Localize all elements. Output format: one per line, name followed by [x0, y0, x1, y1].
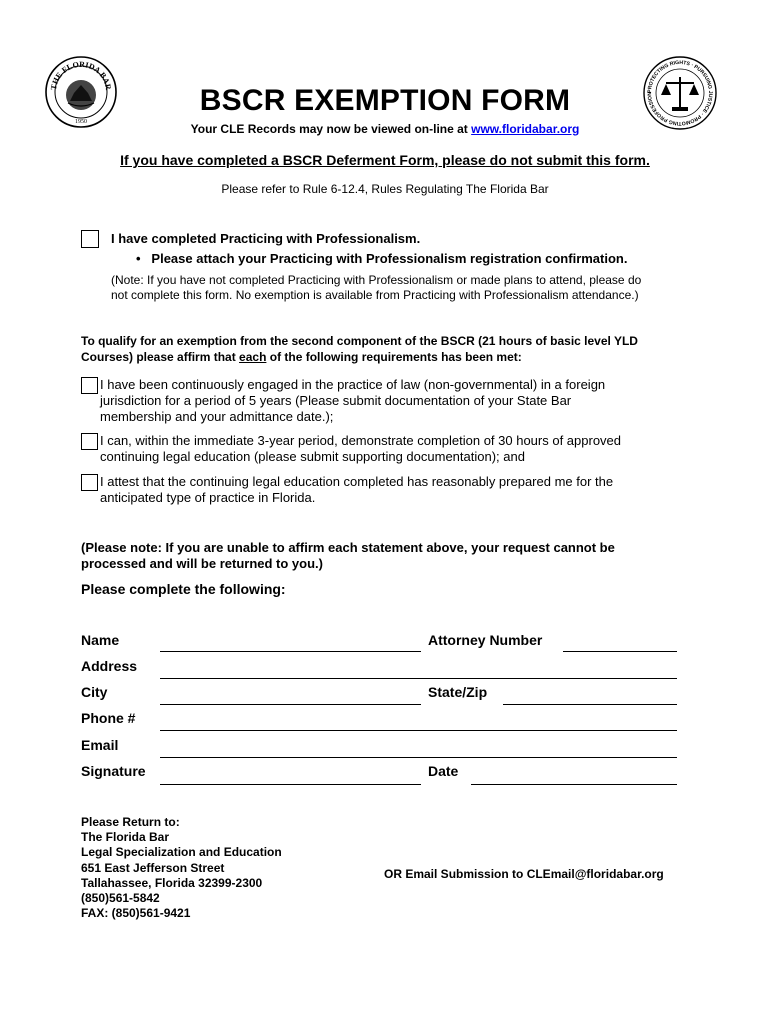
state-zip-label: State/Zip: [428, 684, 488, 700]
return-line: (850)561-5842: [81, 891, 160, 906]
email-label: Email: [81, 737, 119, 753]
deferment-warning: If you have completed a BSCR Deferment Form, please do not submit this form.: [120, 152, 650, 168]
qualify-text: of the following requirements has been met:: [266, 350, 522, 364]
note-line: (Note: If you have not completed Practicing with Professionalism or made plans to attend, please do: [111, 273, 642, 287]
requirement-checkbox-1[interactable]: [81, 377, 98, 394]
requirement-line: continuing legal education (please submit supporting documentation); and: [100, 449, 525, 464]
online-records-text: Your CLE Records may now be viewed on-line at: [190, 122, 472, 136]
attorney-number-input-line[interactable]: [563, 651, 677, 652]
phone-input-line[interactable]: [160, 730, 677, 731]
requirement-3: [100, 474, 613, 506]
professionalism-checkbox[interactable]: [81, 230, 99, 248]
rule-reference: Please refer to Rule 6-12.4, Rules Regulating The Florida Bar: [221, 182, 549, 196]
return-line: FAX: (850)561-9421: [81, 906, 191, 921]
professionalism-bullet: [136, 251, 627, 266]
requirement-line: jurisdiction for a period of 5 years (Please submit documentation of your State Bar: [100, 393, 572, 408]
please-note-line: (Please note: If you are unable to affirm each statement above, your request cannot be: [81, 540, 615, 555]
professionalism-label: I have completed Practicing with Professionalism.: [111, 231, 421, 246]
email-input-line[interactable]: [160, 757, 677, 758]
state-zip-input-line[interactable]: [503, 704, 677, 705]
email-submission-option: OR Email Submission to CLEmail@floridabar.org: [384, 867, 664, 881]
professionalism-note: [111, 273, 641, 303]
qualify-line: To qualify for an exemption from the second component of the BSCR (21 hours of basic level YLD: [81, 334, 638, 348]
address-label: Address: [81, 658, 138, 674]
please-note: [81, 540, 615, 572]
return-line: Please Return to:: [81, 815, 180, 829]
requirement-line: membership and your admittance date.);: [100, 409, 334, 424]
return-line: The Florida Bar: [81, 830, 170, 845]
svg-text:THE FLORIDA BAR: THE FLORIDA BAR: [49, 59, 113, 91]
signature-input-line[interactable]: [160, 784, 421, 785]
requirement-line: I have been continuously engaged in the practice of law (non-governmental) in a foreign: [100, 377, 606, 392]
requirement-line: I attest that the continuing legal education completed has reasonably prepared me for the: [100, 474, 614, 489]
requirement-checkbox-2[interactable]: [81, 433, 98, 450]
requirement-1: [100, 377, 605, 425]
requirement-line: I can, within the immediate 3-year period, demonstrate completion of 30 hours of approved: [100, 433, 622, 448]
return-address: [81, 815, 282, 921]
requirement-checkbox-3[interactable]: [81, 474, 98, 491]
city-input-line[interactable]: [160, 704, 421, 705]
name-label: Name: [81, 632, 120, 648]
online-records-note: [0, 122, 770, 136]
qualify-text: Courses) please affirm that: [81, 350, 240, 364]
qualify-emphasis: each: [239, 350, 267, 364]
name-input-line[interactable]: [160, 651, 421, 652]
signature-label: Signature: [81, 763, 146, 779]
requirement-2: [100, 433, 621, 465]
requirement-line: anticipated type of practice in Florida.: [100, 490, 316, 505]
note-line: not complete this form. No exemption is available from Practicing with Professionalism attendance.): [111, 288, 639, 302]
address-input-line[interactable]: [160, 678, 677, 679]
please-note-line: processed and will be returned to you.): [81, 556, 323, 571]
svg-text:PROTECTING RIGHTS · PURSUING J: PROTECTING RIGHTS · PURSUING JUSTICE · PROMOTING PROFESSION: [646, 59, 714, 127]
qualify-paragraph: [81, 333, 638, 365]
floridabar-link[interactable]: www.floridabar.org: [471, 122, 580, 136]
date-label: Date: [428, 763, 459, 779]
attorney-number-label: Attorney Number: [428, 632, 543, 648]
svg-text:1950: 1950: [75, 119, 87, 125]
return-line: Tallahassee, Florida 32399-2300: [81, 875, 263, 890]
return-line: 651 East Jefferson Street: [81, 860, 225, 875]
phone-label: Phone #: [81, 710, 136, 726]
date-input-line[interactable]: [471, 784, 677, 785]
complete-heading: Please complete the following:: [81, 581, 286, 597]
city-label: City: [81, 684, 108, 700]
return-line: Legal Specialization and Education: [81, 845, 282, 860]
bullet-icon: •: [136, 251, 141, 266]
form-title: BSCR EXEMPTION FORM: [199, 84, 571, 117]
professionalism-bullet-text: Please attach your Practicing with Professionalism registration confirmation.: [151, 251, 628, 266]
qualify-line: [81, 349, 638, 365]
